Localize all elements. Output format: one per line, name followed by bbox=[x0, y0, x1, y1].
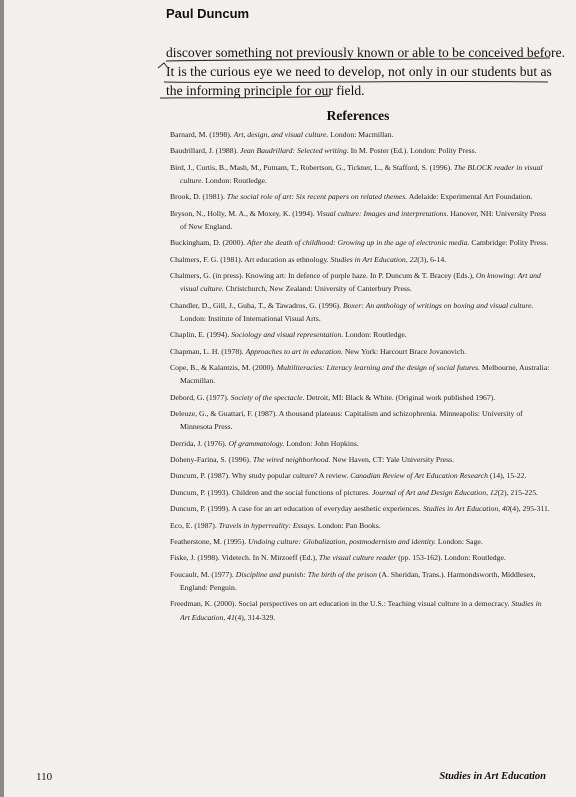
reference-item: Derrida, J. (1976). Of grammatology. London: John Hopkins. bbox=[170, 438, 359, 448]
reference-item: Chaplin, E. (1994). Sociology and visual representation. London: Routledge. bbox=[170, 330, 407, 340]
reference-item: Chandler, D., Gill, J., Guha, T., & Tawadros, G. (1996). Boxer: An anthology of writings on boxing and visual culture. London: Institute of International Visual Arts. bbox=[170, 300, 534, 323]
reference-item: Chalmers, F. G. (1981). Art education as ethnology. Studies in Art Education, 22(3), 6-14. bbox=[170, 254, 447, 264]
intro-line: It is the curious eye we need to develop, not only in our students but as bbox=[166, 64, 552, 79]
journal-title: Studies in Art Education bbox=[439, 771, 546, 782]
intro-paragraph bbox=[166, 43, 566, 100]
reference-item: Buckingham, D. (2000). After the death of childhood: Growing up in the age of electronic media. Cambridge: Polity Press. bbox=[170, 238, 549, 248]
scan-edge bbox=[0, 0, 4, 797]
reference-item: Brook, D. (1981). The social role of art: Six recent papers on related themes. Adelaide: Experimental Art Foundation. bbox=[170, 192, 533, 202]
reference-item: Foucault, M. (1977). Discipline and punish: The birth of the prison (A. Sheridan, Trans.). Harmondsworth, Middlesex, England: Penguin. bbox=[170, 569, 536, 593]
reference-item: Eco, E. (1987). Travels in hyperreality: Essays. London: Pan Books. bbox=[170, 520, 381, 530]
page-footer bbox=[0, 771, 576, 787]
reference-item: Chalmers, G. (in press). Knowing art: In defence of purple haze. In P. Duncum & T. Bracey (Eds.), On knowing: Art and visual culture. Christchurch, New Zealand: University of Canterbury Press. bbox=[170, 271, 541, 294]
reference-item: Chapman, L. H. (1978). Approaches to art in education. New York: Harcourt Brace Jovanovich. bbox=[170, 346, 467, 356]
page-number: 110 bbox=[36, 771, 53, 783]
reference-item: Baudrillard, J. (1988). Jean Baudrillard: Selected writing. In M. Poster (Ed.). London: Polity Press. bbox=[170, 146, 477, 156]
running-head-author: Paul Duncum bbox=[166, 6, 250, 21]
reference-item: Doheny-Farina, S. (1996). The wired neighborhood. New Haven, CT: Yale University Press. bbox=[170, 455, 455, 465]
reference-item: Duncum, P. (1993). Children and the social functions of pictures. Journal of Art and Design Education, 12(2), 215-225. bbox=[170, 487, 538, 497]
references-heading: References bbox=[326, 108, 390, 123]
reference-item: Debord, G. (1977). Society of the spectacle. Detroit, MI: Black & White. (Original work published 1967). bbox=[170, 392, 496, 402]
reference-item: Barnard, M. (1998). Art, design, and visual culture. London: Macmillan. bbox=[170, 130, 394, 139]
reference-item: Duncum, P. (1987). Why study popular culture? A review. Canadian Review of Art Education Research (14), 15-22. bbox=[170, 471, 527, 481]
references-list bbox=[170, 128, 550, 627]
reference-item: Featherstone, M. (1995). Undoing culture: Globalization, postmodernism and identity. London: Sage. bbox=[170, 537, 483, 547]
reference-item: Bryson, N., Holly, M. A., & Moxey, K. (1994). Visual culture: Images and interpretations. Hanover, NH: University Press of New England. bbox=[170, 208, 547, 231]
reference-item: Freedman, K. (2000). Social perspectives on art education in the U.S.: Teaching visual culture in a democracy. Studies in Art Education, 41(4), 314-329. bbox=[170, 599, 542, 622]
reference-item: Cope, B., & Kalantzis, M. (2000). Multiliteracies: Literacy learning and the design of social futures. Melbourne, Australia: Macmillan. bbox=[170, 363, 550, 386]
reference-item: Fiske, J. (1998). Videtech. In N. Mirzoeff (Ed.), The visual culture reader (pp. 153-162). London: Routledge. bbox=[170, 553, 506, 563]
reference-item: Duncum, P. (1999). A case for an art education of everyday aesthetic experiences. Studies in Art Education, 40(4), 295-311. bbox=[170, 504, 550, 514]
intro-line: the informing principle for our field. bbox=[166, 83, 365, 98]
reference-item: Bird, J., Curtis, B., Mash, M., Putnam, T., Robertson, G., Tickner, L., & Stafford, S. (1996). The BLOCK reader in visual culture. London: Routledge. bbox=[170, 162, 543, 185]
intro-line: discover something not previously known or able to be conceived before. bbox=[166, 45, 566, 60]
reference-item: Deleuze, G., & Guattari, F. (1987). A thousand plateaus: Capitalism and schizophrenia. Minneapolis: University of Minnesota Press. bbox=[170, 409, 523, 432]
